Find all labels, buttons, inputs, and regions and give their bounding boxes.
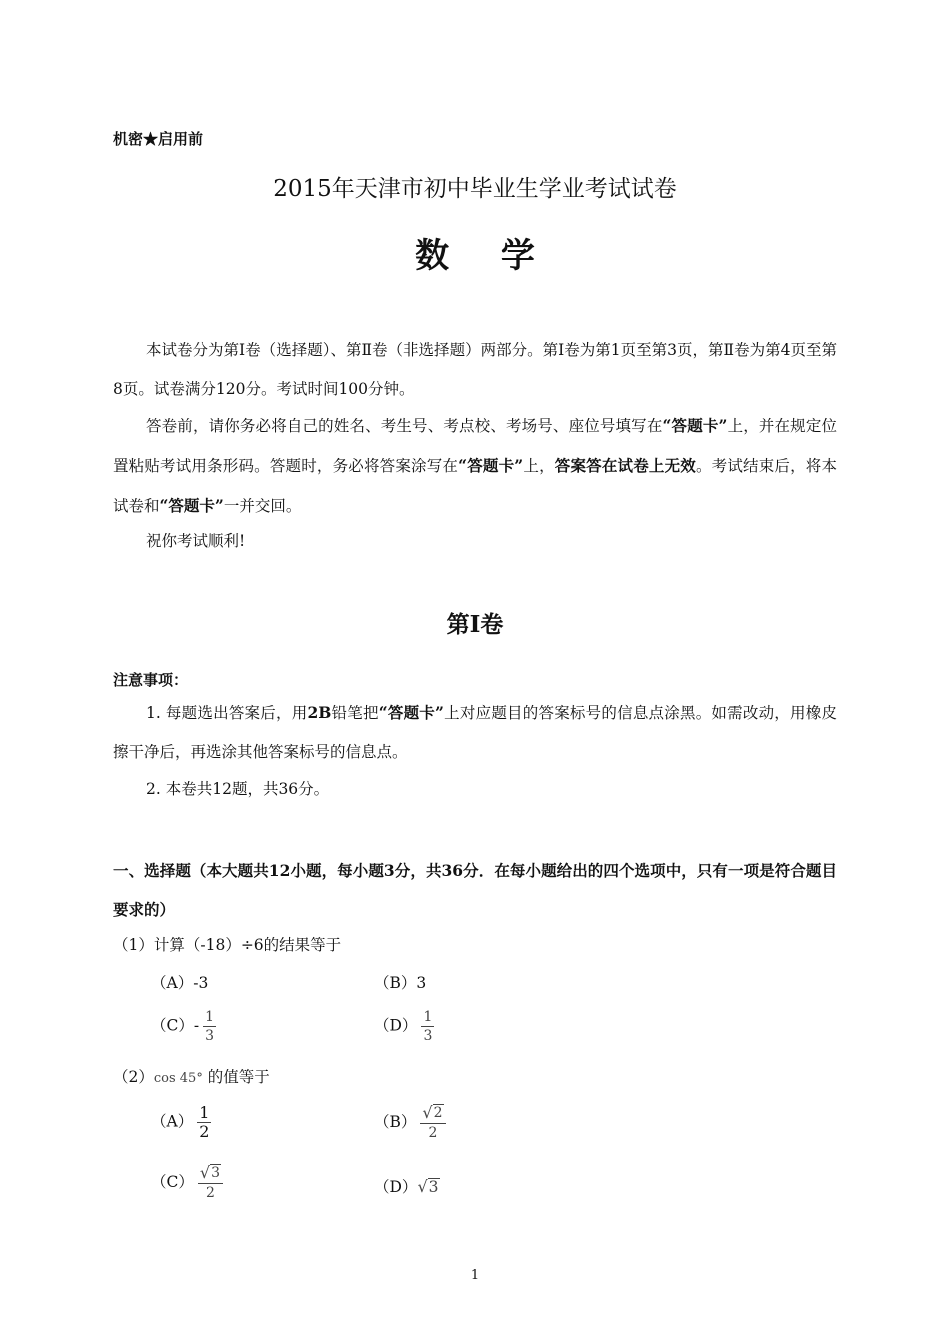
subject-title: 数 学 — [415, 236, 555, 276]
section-title: 第Ⅰ卷 — [446, 611, 504, 638]
fraction: $\frac{1}{3}$ — [423, 1009, 433, 1044]
notice-item-1: 1. 每题选出答案后，用2B铅笔把“答题卡”上对应题目的答案标号的信息点涂黑。如需改动，用橡皮擦干净后，再选涂其他答案标号的信息点。 — [113, 703, 837, 761]
question-2-option-c: （C） √ 3 2 — [151, 1164, 223, 1202]
sqrt-symbol: √ 2 — [422, 1103, 443, 1122]
fraction: $\frac{1}{3}$ — [205, 1009, 215, 1044]
exam-title: 2015年天津市初中毕业生学业考试试卷 — [273, 176, 677, 202]
fraction: $\frac{1}{2}$ — [199, 1103, 210, 1141]
question-2-option-b: （B） √ 2 2 — [374, 1104, 446, 1142]
sqrt-symbol: √ 3 — [417, 1177, 439, 1196]
question-1-option-b: （B）3 — [374, 974, 427, 992]
intro-paragraph-3: 祝你考试顺利! — [146, 532, 246, 550]
fraction: √ 2 2 — [420, 1104, 445, 1142]
question-2-option-a: （A） $\frac{1}{2}$ — [151, 1103, 210, 1141]
page-number: 1 — [470, 1268, 480, 1283]
confidential-label: 机密★启用前 — [113, 130, 204, 148]
question-1-option-a: （A）-3 — [151, 974, 209, 992]
question-1-stem: （1）计算（-18）÷6的结果等于 — [113, 936, 342, 954]
fraction: √ 3 2 — [198, 1164, 223, 1202]
sqrt-symbol: √ 3 — [199, 1163, 220, 1182]
question-2-option-d: （D） √ 3 — [374, 1177, 439, 1196]
intro-paragraph-2: 答卷前，请你务必将自己的姓名、考生号、考点校、考场号、座位号填写在“答题卡”上，并在规定位置粘贴考试用条形码。答题时，务必将答案涂写在“答题卡”上，答案答在试卷上无效。考试结束后，将本试卷和“答题卡”一并交回。 — [113, 416, 837, 515]
question-1-option-c: （C）- $\frac{1}{3}$ — [151, 1009, 215, 1044]
intro-paragraph-1: 本试卷分为第Ⅰ卷（选择题）、第Ⅱ卷（非选择题）两部分。第Ⅰ卷为第1页至第3页，第Ⅱ卷为第4页至第8页。试卷满分120分。考试时间100分钟。 — [113, 341, 837, 398]
notice-item-2: 2. 本卷共12题，共36分。 — [146, 780, 330, 798]
notice-title: 注意事项： — [113, 671, 189, 689]
question-2-stem: （2）cos 45° 的值等于 — [113, 1068, 270, 1086]
question-1-option-d: （D） $\frac{1}{3}$ — [374, 1009, 433, 1044]
part-heading: 一、选择题（本大题共12小题，每小题3分，共36分．在每小题给出的四个选项中，只有一项是符合题目要求的） — [113, 861, 837, 919]
cos-expression: cos 45° — [153, 1071, 203, 1086]
